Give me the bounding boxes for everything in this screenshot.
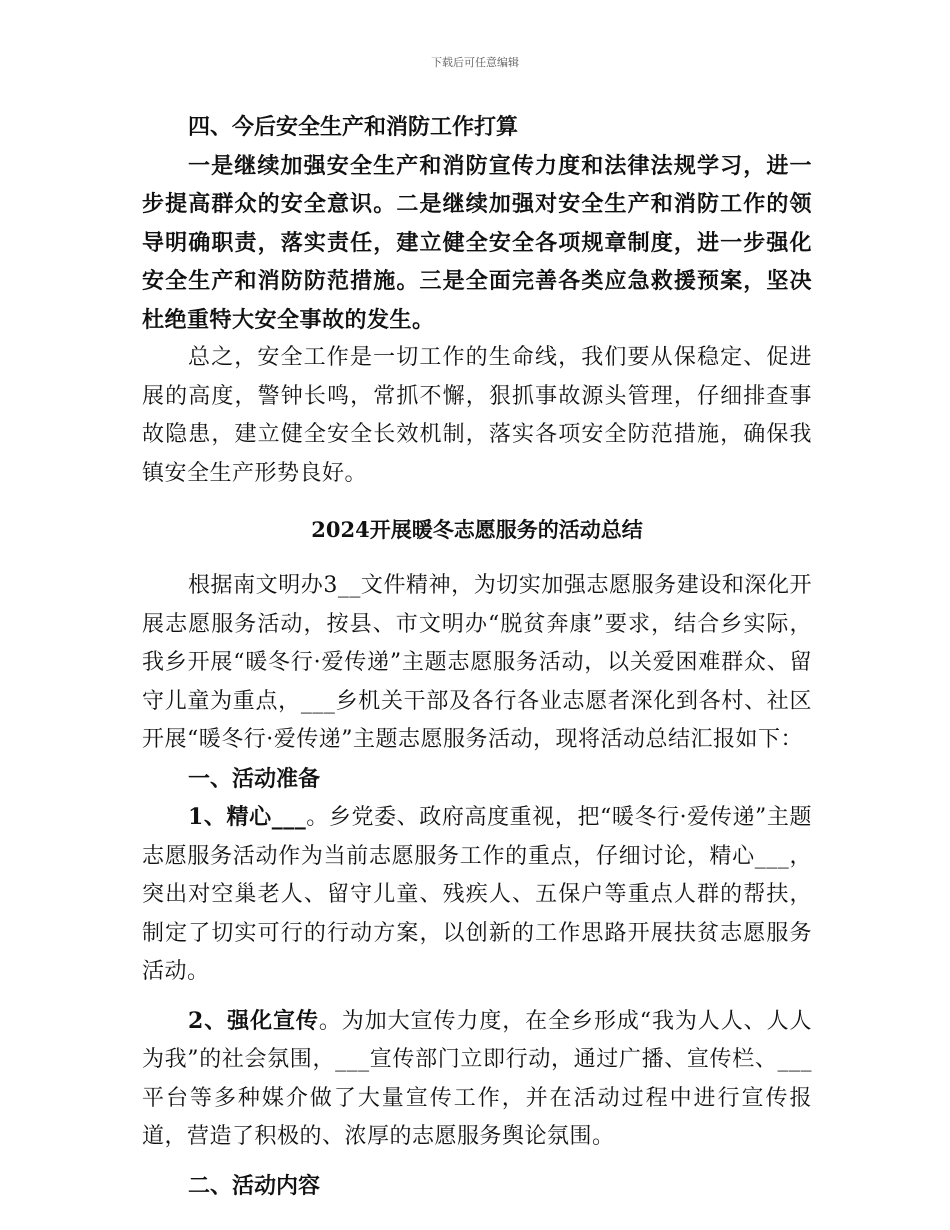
intro-paragraph: 根据南文明办3__文件精神，为切实加强志愿服务建设和深化开展志愿服务活动，按县、市文明办“脱贫奔康”要求，结合乡实际，我乡开展“暖冬行·爱传递”主题志愿服务活动，以关爱困难群众、留守儿童为重点，___乡机关干部及各行各业志愿者深化到各村、社区开展“暖冬行·爱传递”主题志愿服务活动，现将活动总结汇报如下： bbox=[142, 573, 812, 752]
plans-paragraph: 一是继续加强安全生产和消防宣传力度和法律法规学习，进一步提高群众的安全意识。二是继续加强对安全生产和消防工作的领导明确职责，落实责任，建立健全安全各项规章制度，进一步强化安全生产和消防防范措施。三是全面完善各类应急救援预案，坚决杜绝重特大安全事故的发生。 bbox=[142, 152, 812, 333]
section-heading-preparation: 一、活动准备 bbox=[188, 765, 321, 792]
item-strengthen-publicity bbox=[142, 1002, 812, 1157]
section-heading-plans: 四、今后安全生产和消防工作打算 bbox=[188, 114, 519, 140]
article-title: 2024开展暖冬志愿服务的活动总结 bbox=[311, 517, 643, 542]
document-body bbox=[142, 108, 812, 1205]
summary-paragraph: 总之，安全工作是一切工作的生命线，我们要从保稳定、促进展的高度，警钟长鸣，常抓不懈，狠抓事故源头管理，仔细排查事故隐患，建立健全安全长效机制，落实各项安全防范措施，确保我镇安全生产形势良好。 bbox=[142, 345, 812, 486]
item2-lead: 2、强化宣传 bbox=[188, 1007, 319, 1034]
item2-body: 。为加大宣传力度，在全乡形成“我为人人、人人为我”的社会氛围，___宣传部门立即行动，通过广播、宣传栏、___平台等多种媒介做了大量宣传工作，并在活动过程中进行宣传报道，营造了积极的、浓厚的志愿服务舆论氛围。 bbox=[142, 1008, 813, 1149]
item-careful-organization bbox=[142, 798, 812, 992]
page-header-watermark: 下载后可任意编辑 bbox=[431, 56, 519, 69]
section-heading-content: 二、活动内容 bbox=[188, 1172, 321, 1199]
item1-lead: 1、精心___ bbox=[188, 804, 307, 830]
item1-body: 。乡党委、政府高度重视，把“暖冬行·爱传递”主题志愿服务活动作为当前志愿服务工作的重点，仔细讨论，精心___，突出对空巢老人、留守儿童、残疾人、五保户等重点人群的帮扶，制定了切实可行的行动方案，以创新的工作思路开展扶贫志愿服务活动。 bbox=[142, 805, 812, 984]
